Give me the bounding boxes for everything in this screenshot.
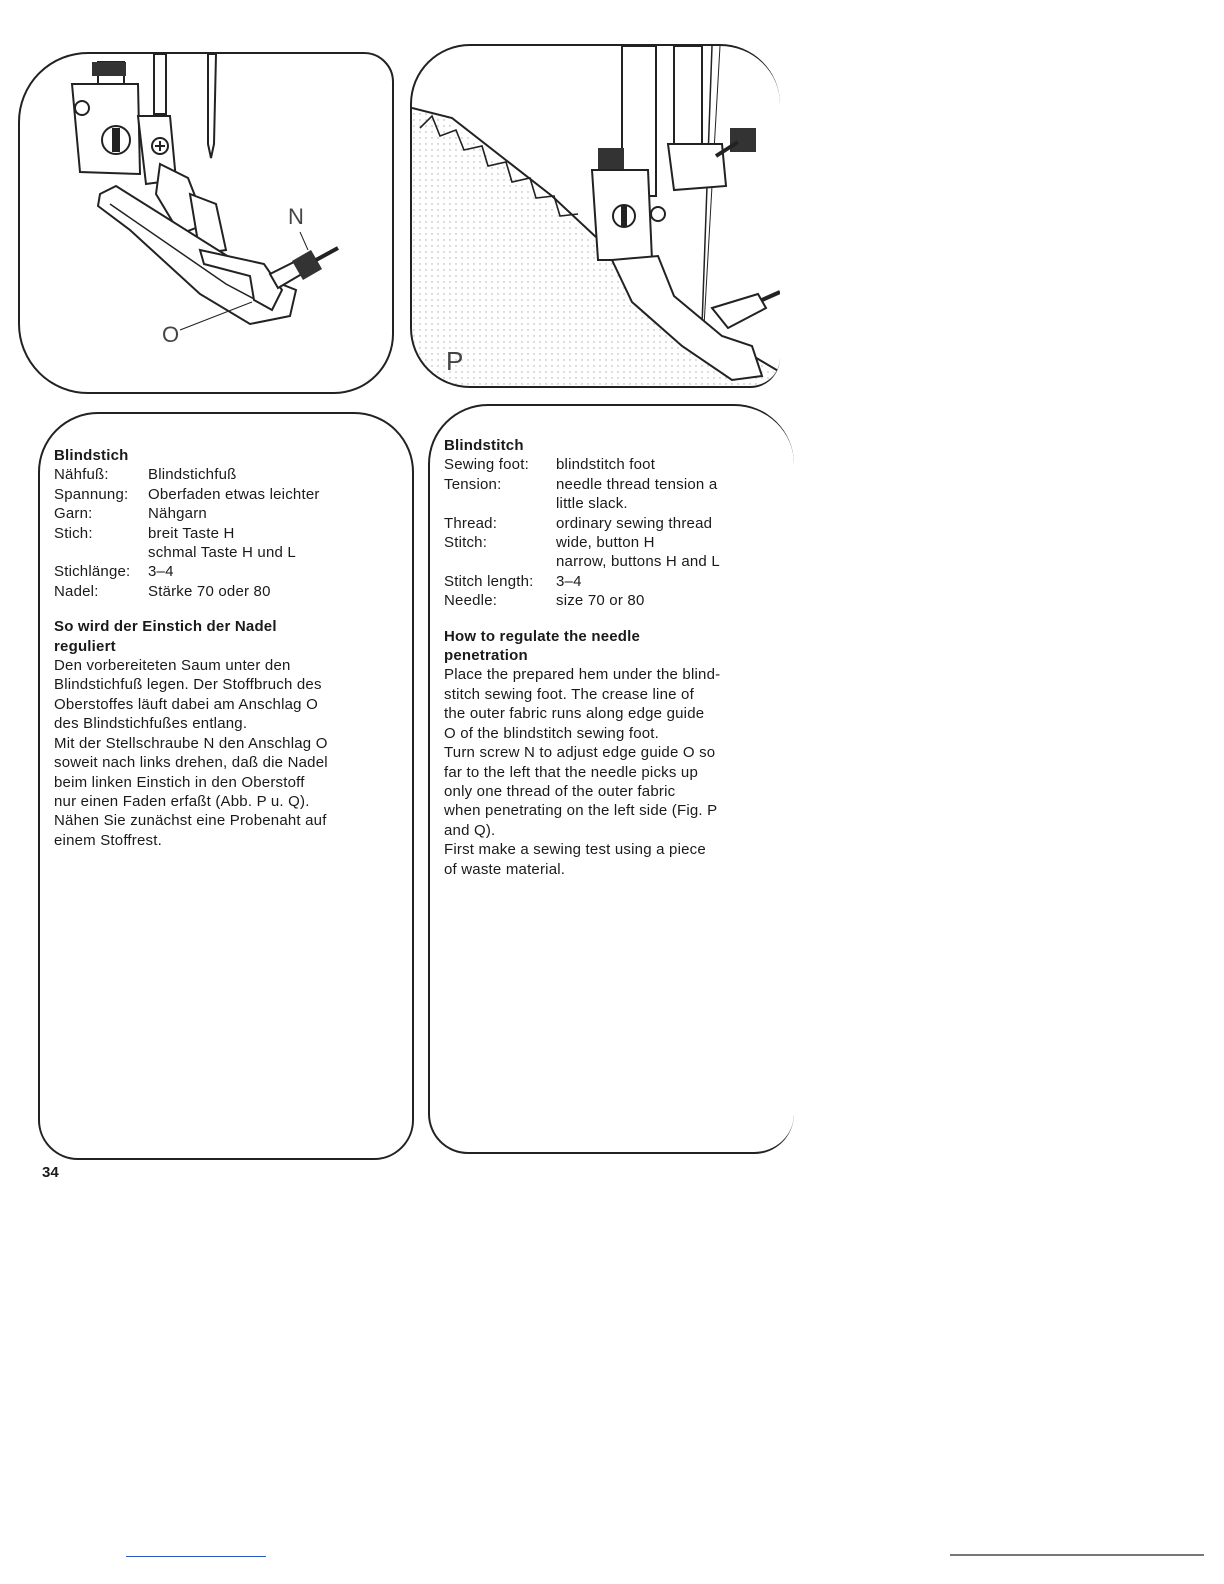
english-heading (444, 627, 784, 666)
spec-row (54, 562, 394, 581)
body-line: einem Stoffrest. (54, 831, 162, 849)
figure-p-needle-penetration (410, 44, 780, 388)
spec-value: 3–4 (148, 563, 174, 581)
spec-row (444, 475, 784, 494)
spec-key: Spannung: (54, 485, 129, 503)
spec-value: breit Taste H (148, 524, 235, 542)
spec-key: Tension: (444, 475, 502, 493)
spec-key (444, 552, 556, 571)
spec-row (54, 465, 394, 484)
german-heading (54, 617, 394, 656)
spec-key: Needle: (444, 592, 498, 610)
spec-key: Nähfuß: (54, 466, 109, 484)
footer-rule (950, 1554, 1204, 1556)
english-heading-line: penetration (444, 647, 528, 665)
body-line: when penetrating on the left side (Fig. P (444, 802, 718, 820)
page-number: 34 (42, 1164, 59, 1181)
spec-value: ordinary sewing thread (556, 514, 713, 532)
spec-value: schmal Taste H und L (148, 544, 296, 562)
body-line: Blindstichfuß legen. Der Stoffbruch des (54, 676, 322, 694)
body-line: Nähen Sie zunächst eine Probenaht auf (54, 812, 327, 830)
spec-value: Oberfaden etwas leichter (148, 485, 320, 503)
body-line: and Q). (444, 821, 496, 839)
spec-key: Garn: (54, 505, 93, 523)
body-line: nur einen Faden erfaßt (Abb. P u. Q). (54, 792, 310, 810)
german-specs (54, 465, 394, 601)
label-o: O (162, 322, 180, 347)
english-specs (444, 455, 784, 610)
english-body (444, 665, 784, 878)
spec-value: blindstitch foot (556, 456, 656, 474)
spec-value: little slack. (556, 495, 628, 513)
spec-key: Stitch: (444, 534, 488, 552)
body-line: stitch sewing foot. The crease line of (444, 685, 694, 703)
spec-value: 3–4 (556, 572, 582, 590)
sewing-foot-illustration (20, 54, 392, 392)
body-line: First make a sewing test using a piece (444, 841, 706, 859)
spec-value: wide, button H (556, 534, 655, 552)
body-line: des Blindstichfußes entlang. (54, 715, 248, 733)
body-line: the outer fabric runs along edge guide (444, 705, 705, 723)
body-line: Mit der Stellschraube N den Anschlag O (54, 734, 328, 752)
spec-key: Stichlänge: (54, 563, 131, 581)
body-line: O of the blindstitch sewing foot. (444, 724, 660, 742)
english-heading-line: How to regulate the needle (444, 627, 641, 645)
spec-row (54, 504, 394, 523)
spec-row (444, 533, 784, 552)
spec-value: size 70 or 80 (556, 592, 645, 610)
german-heading-line: So wird der Einstich der Nadel (54, 618, 277, 636)
body-line: soweit nach links drehen, daß die Nadel (54, 754, 328, 772)
spec-row (444, 514, 784, 533)
english-instructions (444, 436, 784, 879)
spec-row (54, 543, 394, 562)
label-n: N (288, 204, 304, 229)
body-line: Oberstoffes läuft dabei am Anschlag O (54, 695, 318, 713)
german-body (54, 656, 394, 850)
spec-row (54, 485, 394, 504)
spec-key (444, 494, 556, 513)
spec-row (54, 524, 394, 543)
footer-rule (126, 1556, 266, 1557)
body-line: Place the prepared hem under the blind- (444, 666, 721, 684)
german-heading-line: reguliert (54, 637, 116, 655)
body-line: only one thread of the outer fabric (444, 782, 676, 800)
spec-row (444, 552, 784, 571)
spec-row (444, 591, 784, 610)
spec-value: Stärke 70 oder 80 (148, 582, 271, 600)
spec-key: Stich: (54, 524, 93, 542)
figure-blindstitch-foot (18, 52, 394, 394)
spec-key (54, 543, 148, 562)
german-title: Blindstich (54, 447, 129, 464)
body-line: far to the left that the needle picks up (444, 763, 698, 781)
spec-value: needle thread tension a (556, 475, 718, 493)
spec-key: Thread: (444, 514, 498, 532)
spec-row (444, 494, 784, 513)
spec-value: Blindstichfuß (148, 466, 237, 484)
body-line: beim linken Einstich in den Oberstoff (54, 773, 305, 791)
spec-key: Nadel: (54, 582, 99, 600)
english-title: Blindstitch (444, 437, 524, 454)
body-line: Den vorbereiteten Saum unter den (54, 657, 291, 675)
spec-row (54, 582, 394, 601)
german-instructions (54, 446, 394, 850)
body-line: Turn screw N to adjust edge guide O so (444, 744, 716, 762)
spec-row (444, 572, 784, 591)
label-p: P (446, 346, 464, 376)
spec-value: Nähgarn (148, 505, 207, 523)
spec-value: narrow, buttons H and L (556, 553, 720, 571)
spec-row (444, 455, 784, 474)
spec-key: Sewing foot: (444, 456, 529, 474)
body-line: of waste material. (444, 860, 566, 878)
spec-key: Stitch length: (444, 572, 534, 590)
sewing-in-progress-illustration (412, 46, 780, 386)
